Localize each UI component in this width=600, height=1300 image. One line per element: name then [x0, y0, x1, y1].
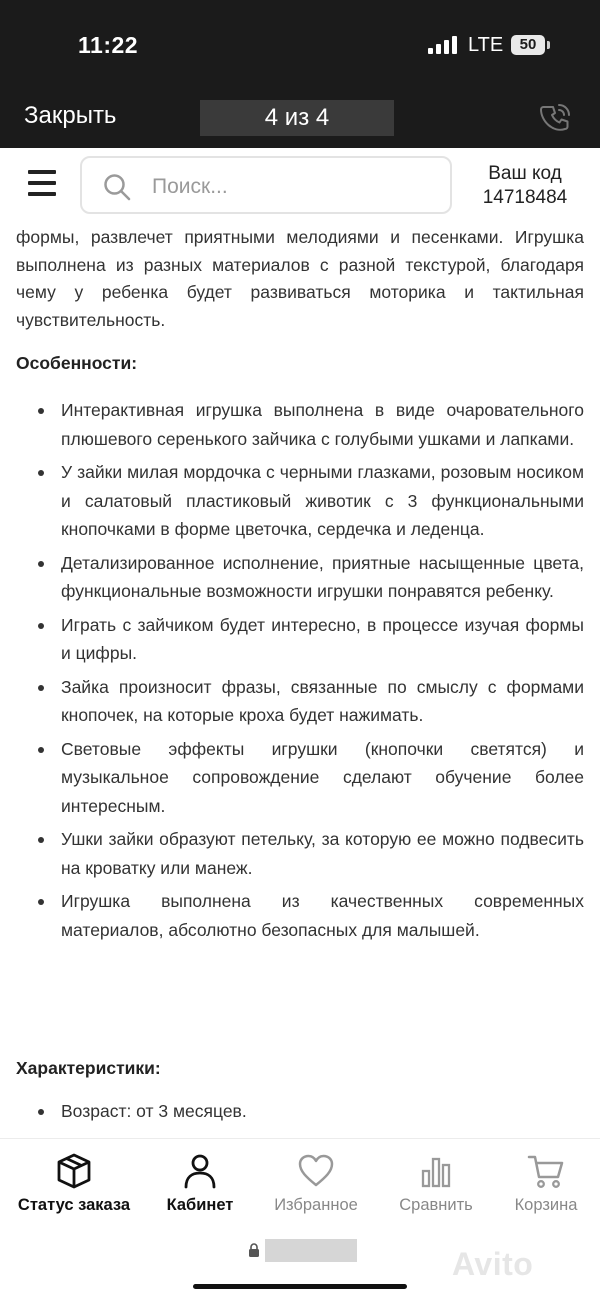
- site-header: [0, 150, 600, 222]
- nav-compare-label: Сравнить: [399, 1196, 473, 1214]
- box-icon: [54, 1151, 94, 1191]
- list-item: Интерактивная игрушка выполнена в виде очаровательного плюшевого серенького зайчика с голубыми ушками и лапками.: [0, 396, 600, 453]
- home-indicator: [193, 1284, 407, 1289]
- search-icon: [102, 172, 132, 202]
- nav-compare[interactable]: [376, 1151, 496, 1215]
- nav-cart-label: Корзина: [514, 1196, 578, 1214]
- list-item: Играть с зайчиком будет интересно, в процессе изучая формы и цифры.: [0, 611, 600, 668]
- bottom-nav: [0, 1138, 600, 1223]
- characteristics-heading: Характеристики:: [16, 1058, 161, 1078]
- browser-url-bar: [0, 1222, 600, 1300]
- list-item: Детализированное исполнение, приятные насыщенные цвета, функциональные возможности игрушки понравятся ребенку.: [0, 549, 600, 606]
- list-item: Световые эффекты игрушки (кнопочки светятся) и музыкальное сопровождение сделают обучение более интересным.: [0, 735, 600, 821]
- battery-tip: [547, 41, 550, 49]
- features-list: [0, 396, 600, 949]
- nav-cabinet-label: Кабинет: [166, 1196, 234, 1214]
- avito-watermark: [452, 1246, 533, 1283]
- list-item: Ушки зайки образуют петельку, за которую ее можно подвесить на кроватку или манеж.: [0, 825, 600, 882]
- list-item: Зайка произносит фразы, связанные по смыслу с формами кнопочек, на которые кроха будет нажимать.: [0, 673, 600, 730]
- battery-icon: [511, 35, 545, 55]
- lock-icon: [248, 1243, 260, 1257]
- search-input[interactable]: [150, 168, 444, 206]
- cart-icon: [526, 1151, 566, 1191]
- avito-watermark-text: Avito: [452, 1246, 534, 1282]
- status-bar: [0, 0, 600, 92]
- nav-cabinet[interactable]: [140, 1151, 260, 1215]
- customer-code-label: Ваш код: [488, 163, 562, 184]
- phone-call-icon[interactable]: [540, 102, 572, 134]
- nav-order-status-label: Статус заказа: [17, 1196, 131, 1214]
- image-counter: [200, 100, 394, 136]
- network-type: LTE: [468, 34, 504, 56]
- intro-paragraph: формы, развлечет приятными мелодиями и песенками. Игрушка выполнена из разных материалов с разной текстурой, благодаря чему у ребенка будет развиваться моторика и тактильная чувствительность.: [16, 227, 584, 330]
- search-box[interactable]: [80, 156, 452, 214]
- customer-code-value: 14718484: [482, 187, 568, 208]
- characteristics-list: [0, 1097, 600, 1131]
- user-icon: [180, 1151, 220, 1191]
- nav-favorites[interactable]: [256, 1151, 376, 1215]
- hamburger-menu-icon[interactable]: [28, 170, 56, 198]
- list-item: Игрушка выполнена из качественных современных материалов, абсолютно безопасных для малышей.: [0, 887, 600, 944]
- list-item: Возраст: от 3 месяцев.: [0, 1097, 600, 1126]
- nav-favorites-label: Избранное: [274, 1196, 358, 1214]
- product-description: [0, 222, 600, 1138]
- nav-order-status[interactable]: [14, 1151, 134, 1215]
- signal-icon: [428, 36, 462, 54]
- features-heading: Особенности:: [16, 353, 138, 373]
- compare-icon: [416, 1151, 456, 1191]
- close-button[interactable]: Закрыть: [24, 102, 117, 129]
- list-item: У зайки милая мордочка с черными глазками, розовым носиком и салатовый пластиковый животик с 3 функциональными кнопочками в форме цветочка, сердечка и леденца.: [0, 458, 600, 544]
- customer-code: [470, 162, 580, 210]
- url-redacted[interactable]: [265, 1239, 357, 1262]
- nav-cart[interactable]: [486, 1151, 600, 1215]
- battery-level: 50: [519, 36, 537, 53]
- status-time: 11:22: [78, 32, 139, 58]
- image-counter-label: 4 из 4: [264, 104, 330, 131]
- viewer-bar: [0, 92, 600, 148]
- heart-icon: [296, 1151, 336, 1191]
